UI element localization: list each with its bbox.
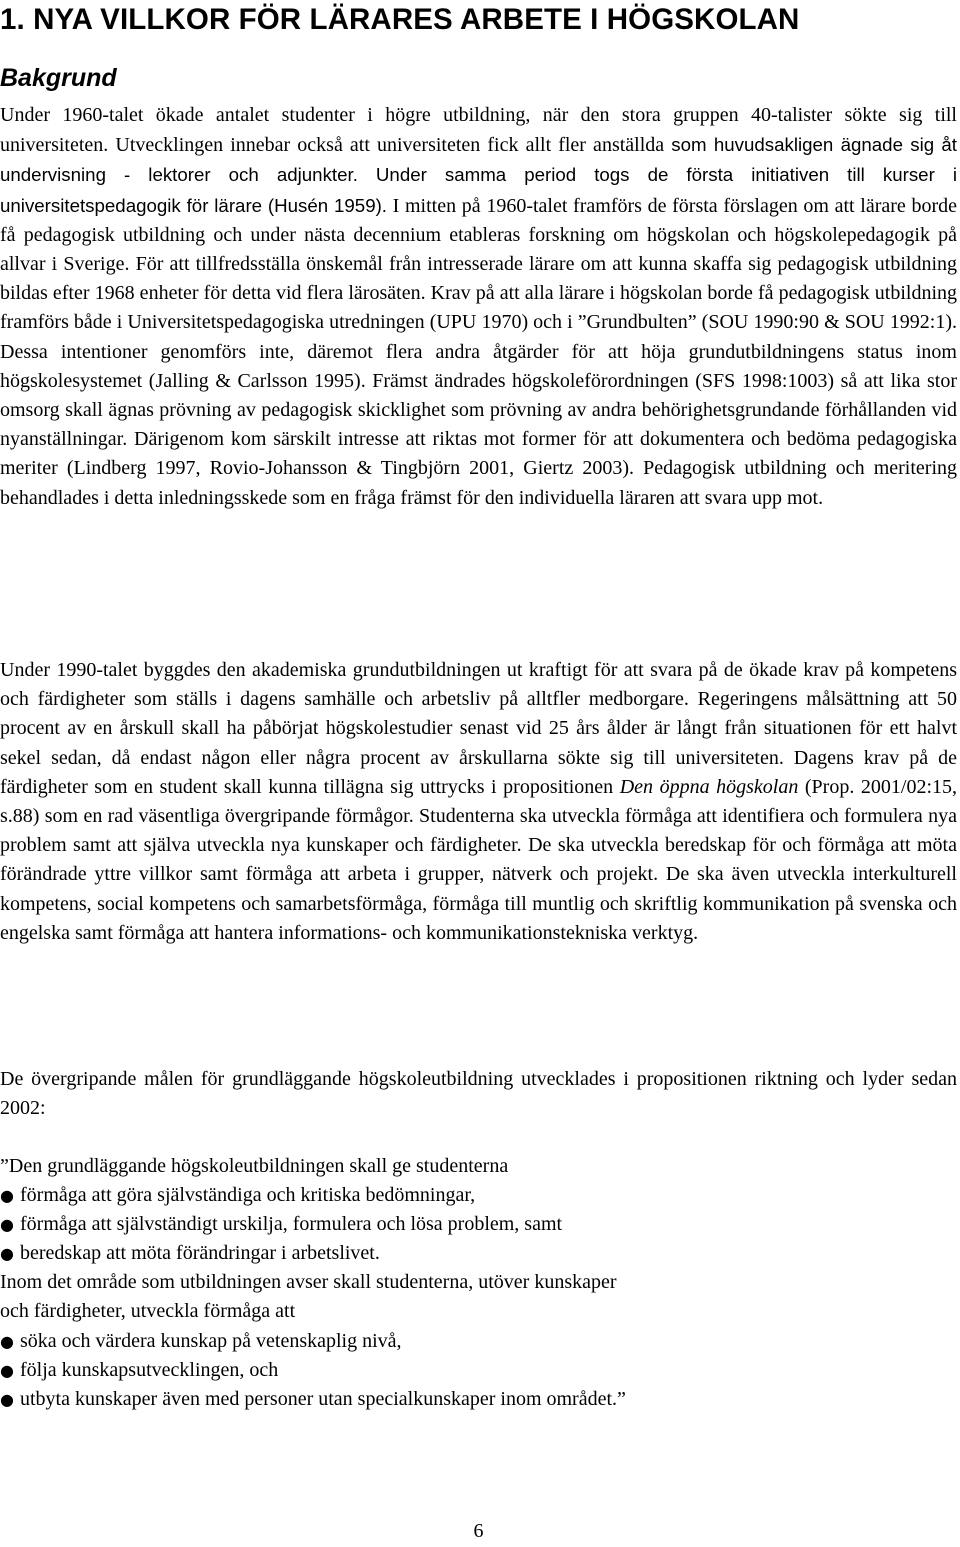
proposition-title: Den öppna högskolan [619, 775, 799, 798]
quote-bullet [0, 1385, 957, 1414]
paragraph-background [0, 101, 957, 513]
quote-bullet [0, 1327, 957, 1356]
bullet-text: söka och värdera kunskap på vetenskaplig nivå, [20, 1329, 402, 1352]
section-heading: Bakgrund [0, 64, 117, 92]
paragraph-text-after: (Prop. 2001/02:15, s.88) som en rad väsentliga övergripande förmågor. Studenterna ska utveckla förmåga att identifiera och formulera nya problem samt att själva utveckla nya kunskaper och färdigheter. De ska utveckla beredskap för och förmåga att möta förändrade yttre villkor samt förmåga att arbeta i grupper, nätverk och projekt. De ska även utveckla interkulturell kompetens, social kompetens och samarbetsförmåga, förmåga till muntlig och skriftlig kommunikation på svenska och engelska samt förmåga att hantera informations- och kommunikationstekniska verktyg. [0, 775, 957, 944]
bullet-icon: ● [0, 1244, 14, 1264]
bullet-text: följa kunskapsutvecklingen, och [20, 1358, 279, 1381]
paragraph-1990s [0, 656, 957, 948]
bullet-text: förmåga att självständigt urskilja, formulera och lösa problem, samt [20, 1213, 563, 1236]
chapter-heading: 1. NYA VILLKOR FÖR LÄRARES ARBETE I HÖGSKOLAN [0, 3, 800, 36]
bullet-text: förmåga att göra självständiga och kritiska bedömningar, [20, 1184, 476, 1207]
paragraph-goals-intro: De övergripande målen för grundläggande högskoleutbildning utvecklades i propositionen riktning och lyder sedan 2002: [0, 1068, 957, 1120]
goals-quote [0, 1152, 957, 1414]
bullet-icon: ● [0, 1389, 14, 1409]
quote-bullet [0, 1356, 957, 1385]
bullet-icon: ● [0, 1360, 14, 1380]
quote-bullet [0, 1210, 957, 1239]
bullet-text: beredskap att möta förändringar i arbetslivet. [20, 1242, 380, 1265]
quote-bullet [0, 1239, 957, 1268]
quote-bullet [0, 1181, 957, 1210]
paragraph-sentences-1: Under 1960-talet ökade antalet studenter i högre utbildning, när den stora gruppen 40-talister sökte sig till universiteten. Utvecklingen innebar också att universiteten fick allt fler anställda [0, 104, 957, 157]
paragraph-sentences-3: I mitten på 1960-talet framförs de första förslagen om att lärare borde få pedagogisk utbildning och under nästa decennium etableras forskning om högskolan och högskolepedagogik på allvar i Sverige. För att tillfredsställa önskemål från intresserade lärare om att kunna skaffa sig pedagogisk utbildning bildas efter 1968 enheter för detta vid flera lärosäten. [0, 194, 957, 305]
quote-intro: ”Den grundläggande högskoleutbildningen skall ge studenterna [0, 1155, 509, 1177]
paragraph-text-before: Under 1990-talet byggdes den akademiska grundutbildningen ut kraftigt för att svara på de ökade krav på kompetens och färdigheter som ställs i dagens samhälle och arbetsliv på alltfler medborgare. Regeringens målsättning att 50 procent av en årskull skall ha påbörjat högskolestudier senast vid 25 års ålder är långt från situationen för ett halvt sekel sedan, då endast någon eller några procent av årskullarna sökte sig till universiteten. Dagens krav på de färdigheter som en student skall kunna tillägna sig uttrycks i propositionen [0, 659, 957, 798]
quote-middle-line: Inom det område som utbildningen avser skall studenterna, utöver kunskaper [0, 1271, 617, 1294]
bullet-icon: ● [0, 1215, 14, 1235]
bullet-icon: ● [0, 1331, 14, 1351]
bullet-text: utbyta kunskaper även med personer utan specialkunskaper inom området.” [20, 1387, 626, 1410]
bullet-icon: ● [0, 1186, 14, 1206]
page-number: 6 [473, 1520, 484, 1542]
paragraph-sentences-2: som huvudsakligen ägnade sig åt undervisning - lektorer och adjunkter. Under samma period togs de första initiativen till kurser i universitetspedagogik för lärare (Husén 1959). [0, 134, 957, 216]
paragraph-sentences-4: Krav på att alla lärare i högskolan borde få pedagogisk utbildning framförs både i Universitetspedagogiska utredningen (UPU 1970) och i ”Grundbulten” (SOU 1990:90 & SOU 1992:1). Dessa intentioner genomförs inte, däremot flera andra åtgärder för att höja grundutbildningens status inom högskolesystemet (Jalling & Carlsson 1995). Främst ändrades högskoleförordningen (SFS 1998:1003) så att lika stor omsorg skall ägnas prövning av pedagogisk skicklighet som prövning av andra behörighetsgrundande förhållanden vid nyanställningar. Därigenom kom särskilt intresse att riktas mot former för att dokumentera och bedöma pedagogiska meriter (Lindberg 1997, Rovio-Johansson & Tingbjörn 2001, Giertz 2003). Pedagogisk utbildning och meritering behandlades i detta inledningsskede som en fråga främst för den individuella läraren att svara upp mot. [0, 282, 957, 509]
quote-middle-line: och färdigheter, utveckla förmåga att [0, 1300, 296, 1323]
